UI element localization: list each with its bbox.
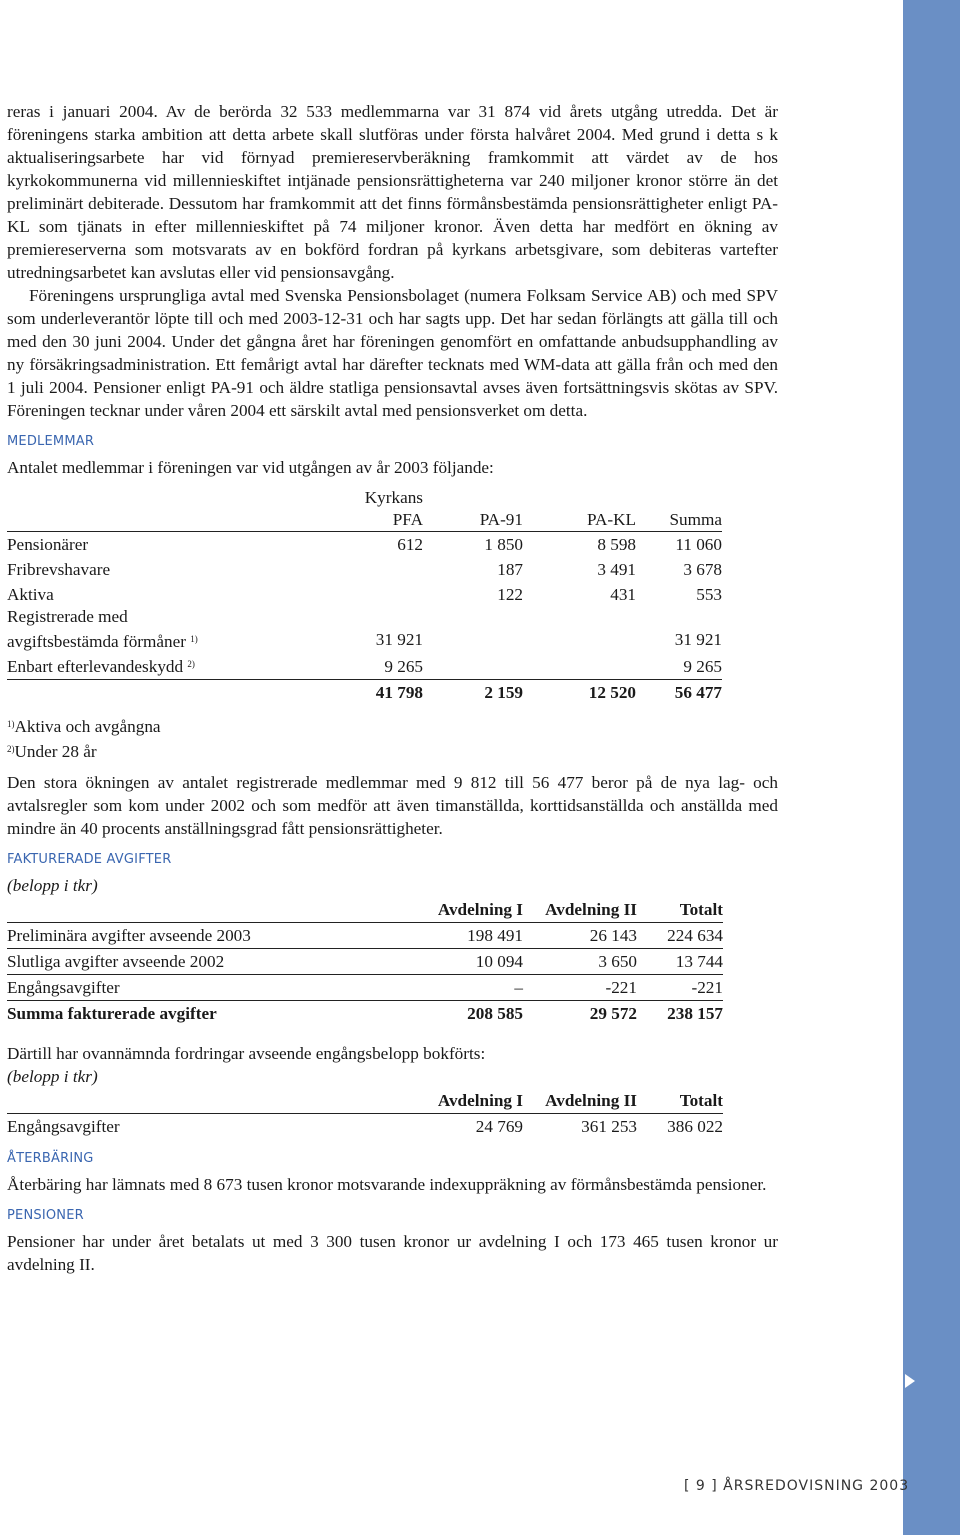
section-heading-refund: ÅTERBÄRING bbox=[7, 1151, 94, 1166]
row-label: Enbart efterlevandeskydd bbox=[7, 657, 184, 676]
members-footnotes bbox=[7, 713, 778, 763]
row-label: Aktiva bbox=[7, 585, 54, 604]
row-label: Preliminära avgifter avseende 2003 bbox=[7, 923, 337, 949]
total-cell: 208 585 bbox=[467, 1004, 523, 1023]
cell: -221 bbox=[637, 975, 723, 1001]
cell: 122 bbox=[497, 585, 523, 604]
row-label: Fribrevshavare bbox=[7, 560, 111, 579]
footnote-mark: 2) bbox=[7, 744, 15, 754]
intro-paragraph-1: reras i januari 2004. Av de berörda 32 533 medlemmarna var 31 874 vid årets utgång utredda. Det är föreningens starka ambition att detta arbete skall slutföras under första halvåret 2004. Med grund i detta s k aktualiseringsarbete har vid förnyad premiereservberäkning framkommit att värdet av de hos kyrkokommunerna vid millennieskiftet intjänade pensionsrättigheterna var 240 miljoner kronor större än det preliminärt debiterade. Dessutom har framkommit att det finns förmånsbestämda pensionsrättigheter enligt PA-KL som tjänats in efter millennieskiftet på 74 miljoner kronor. Även detta har medfört en ökning av premiereserverna som motsvarats av en bokförd fordran på kyrkans arbetsgivare, som debiteras vartefter utredningsarbetet kan avslutas eller vid pensionsavgång. bbox=[7, 102, 778, 282]
section-heading-members: MEDLEMMAR bbox=[7, 434, 95, 449]
page-side-band bbox=[903, 0, 960, 1535]
col-header-avd2: Avdelning II bbox=[523, 897, 637, 923]
col-header-summa: Summa bbox=[636, 509, 722, 532]
table-row bbox=[7, 532, 722, 558]
col-header-kyrkans: Kyrkans bbox=[364, 488, 423, 507]
cell: 361 253 bbox=[581, 1117, 637, 1136]
table-row bbox=[7, 1114, 723, 1140]
cell: 198 491 bbox=[337, 923, 523, 949]
refund-text: Återbäring har lämnats med 8 673 tusen kronor motsvarande indexuppräkning av förmånsbestämda pensioner. bbox=[7, 1175, 767, 1194]
section-heading-fees: FAKTURERADE AVGIFTER bbox=[7, 852, 172, 867]
cell bbox=[277, 557, 423, 582]
total-cell: 56 477 bbox=[674, 683, 722, 702]
totals-row bbox=[7, 680, 722, 706]
cell: 31 921 bbox=[375, 630, 423, 649]
col-header-avd1: Avdelning I bbox=[337, 1088, 523, 1114]
col-header-pakl: PA-KL bbox=[523, 509, 636, 532]
document-body bbox=[7, 100, 778, 1276]
total-cell: 29 572 bbox=[589, 1004, 637, 1023]
arrow-right-icon bbox=[905, 1374, 915, 1388]
cell: 612 bbox=[397, 535, 423, 554]
total-cell: 238 157 bbox=[667, 1004, 723, 1023]
page-footer: [ 9 ] ÅRSREDOVISNING 2003 bbox=[684, 1478, 910, 1494]
intro-paragraph-2: Föreningens ursprungliga avtal med Svenska Pensionsbolaget (numera Folksam Service AB) och med SPV som underleverantör löpte till och med 2003-12-31 och har sagts upp. Det har sedan förlängts att gälla till och med den 30 juni 2004. Under det gångna året har föreningen genomfört en omfattande anbudsupphandling av ny försäkringsadministration. Ett femårigt avtal har därefter tecknats med WM-data att gälla från och med den 1 juli 2004. Pensioner enligt PA-91 och äldre statliga pensionsavtal avses även fortsättningsvis skötas av SPV. Föreningen tecknar under våren 2004 ett särskilt avtal med pensionsverket om detta. bbox=[7, 286, 778, 420]
table-row bbox=[7, 949, 723, 975]
footnote-mark: 1) bbox=[190, 634, 198, 644]
footnote-mark: 1) bbox=[7, 719, 15, 729]
cell: – bbox=[337, 975, 523, 1001]
cell: 10 094 bbox=[337, 949, 523, 975]
members-after-text: Den stora ökningen av antalet registrerade medlemmar med 9 812 till 56 477 beror på de nya lag- och avtalsregler som kom under 2002 och som medför att även timanställda, korttidsanställda och anställda med mindre än 40 procents anställningsgrad fått pensionsrättigheter. bbox=[7, 773, 778, 838]
fees-unit-note: (belopp i tkr) bbox=[7, 876, 98, 895]
col-header-pfa: PFA bbox=[277, 509, 423, 532]
cell bbox=[277, 582, 423, 607]
col-header-avd1: Avdelning I bbox=[337, 897, 523, 923]
cell: 26 143 bbox=[523, 923, 637, 949]
row-label: Summa fakturerade avgifter bbox=[7, 1004, 217, 1023]
row-label: Registrerade med bbox=[7, 607, 128, 626]
receivables-intro: Därtill har ovannämnda fordringar avseende engångsbelopp bokförts: bbox=[7, 1044, 486, 1063]
row-label: Pensionärer bbox=[7, 535, 89, 554]
receivables-unit-note: (belopp i tkr) bbox=[7, 1067, 98, 1086]
col-header-pa91: PA-91 bbox=[423, 509, 523, 532]
row-label: Engångsavgifter bbox=[7, 975, 337, 1001]
table-row bbox=[7, 975, 723, 1001]
cell bbox=[423, 652, 523, 680]
cell: 8 598 bbox=[597, 535, 636, 554]
cell: -221 bbox=[523, 975, 637, 1001]
cell: 31 921 bbox=[674, 630, 722, 649]
cell: 187 bbox=[497, 560, 523, 579]
cell bbox=[523, 652, 636, 680]
row-label: avgiftsbestämda förmåner bbox=[7, 632, 186, 651]
fees-table bbox=[7, 897, 723, 1026]
receivables-table bbox=[7, 1088, 723, 1139]
total-cell: 12 520 bbox=[588, 683, 636, 702]
table-row bbox=[7, 652, 722, 680]
total-cell: 2 159 bbox=[484, 683, 523, 702]
cell: 3 491 bbox=[597, 560, 636, 579]
cell: 11 060 bbox=[675, 535, 722, 554]
row-label: Engångsavgifter bbox=[7, 1117, 120, 1136]
col-header-totalt: Totalt bbox=[637, 1088, 723, 1114]
table-row bbox=[7, 582, 722, 607]
col-header-totalt: Totalt bbox=[637, 897, 723, 923]
cell: 3 678 bbox=[683, 560, 722, 579]
cell: 24 769 bbox=[475, 1117, 523, 1136]
col-header-avd2: Avdelning II bbox=[523, 1088, 637, 1114]
members-intro: Antalet medlemmar i föreningen var vid utgången av år 2003 följande: bbox=[7, 458, 494, 477]
cell: 3 650 bbox=[523, 949, 637, 975]
cell: 9 265 bbox=[636, 652, 722, 680]
row-label: Slutliga avgifter avseende 2002 bbox=[7, 949, 337, 975]
footnote-text: Aktiva och avgångna bbox=[14, 717, 161, 736]
cell: 431 bbox=[610, 585, 636, 604]
table-row bbox=[7, 923, 723, 949]
footnote-text: Under 28 år bbox=[14, 742, 97, 761]
members-table bbox=[7, 487, 722, 705]
cell bbox=[523, 627, 636, 652]
table-row bbox=[7, 607, 722, 627]
table-row bbox=[7, 557, 722, 582]
footnote-mark: 2) bbox=[187, 659, 195, 669]
table-row bbox=[7, 627, 722, 652]
section-heading-pensions: PENSIONER bbox=[7, 1208, 84, 1223]
cell bbox=[423, 627, 523, 652]
cell: 224 634 bbox=[637, 923, 723, 949]
pensions-text: Pensioner har under året betalats ut med 3 300 tusen kronor ur avdelning I och 173 465 tusen kronor ur avdelning II. bbox=[7, 1232, 778, 1274]
cell: 1 850 bbox=[484, 535, 523, 554]
cell: 553 bbox=[696, 585, 722, 604]
cell: 9 265 bbox=[277, 652, 423, 680]
total-cell: 41 798 bbox=[375, 683, 423, 702]
cell: 386 022 bbox=[667, 1117, 723, 1136]
totals-row bbox=[7, 1001, 723, 1027]
cell: 13 744 bbox=[637, 949, 723, 975]
